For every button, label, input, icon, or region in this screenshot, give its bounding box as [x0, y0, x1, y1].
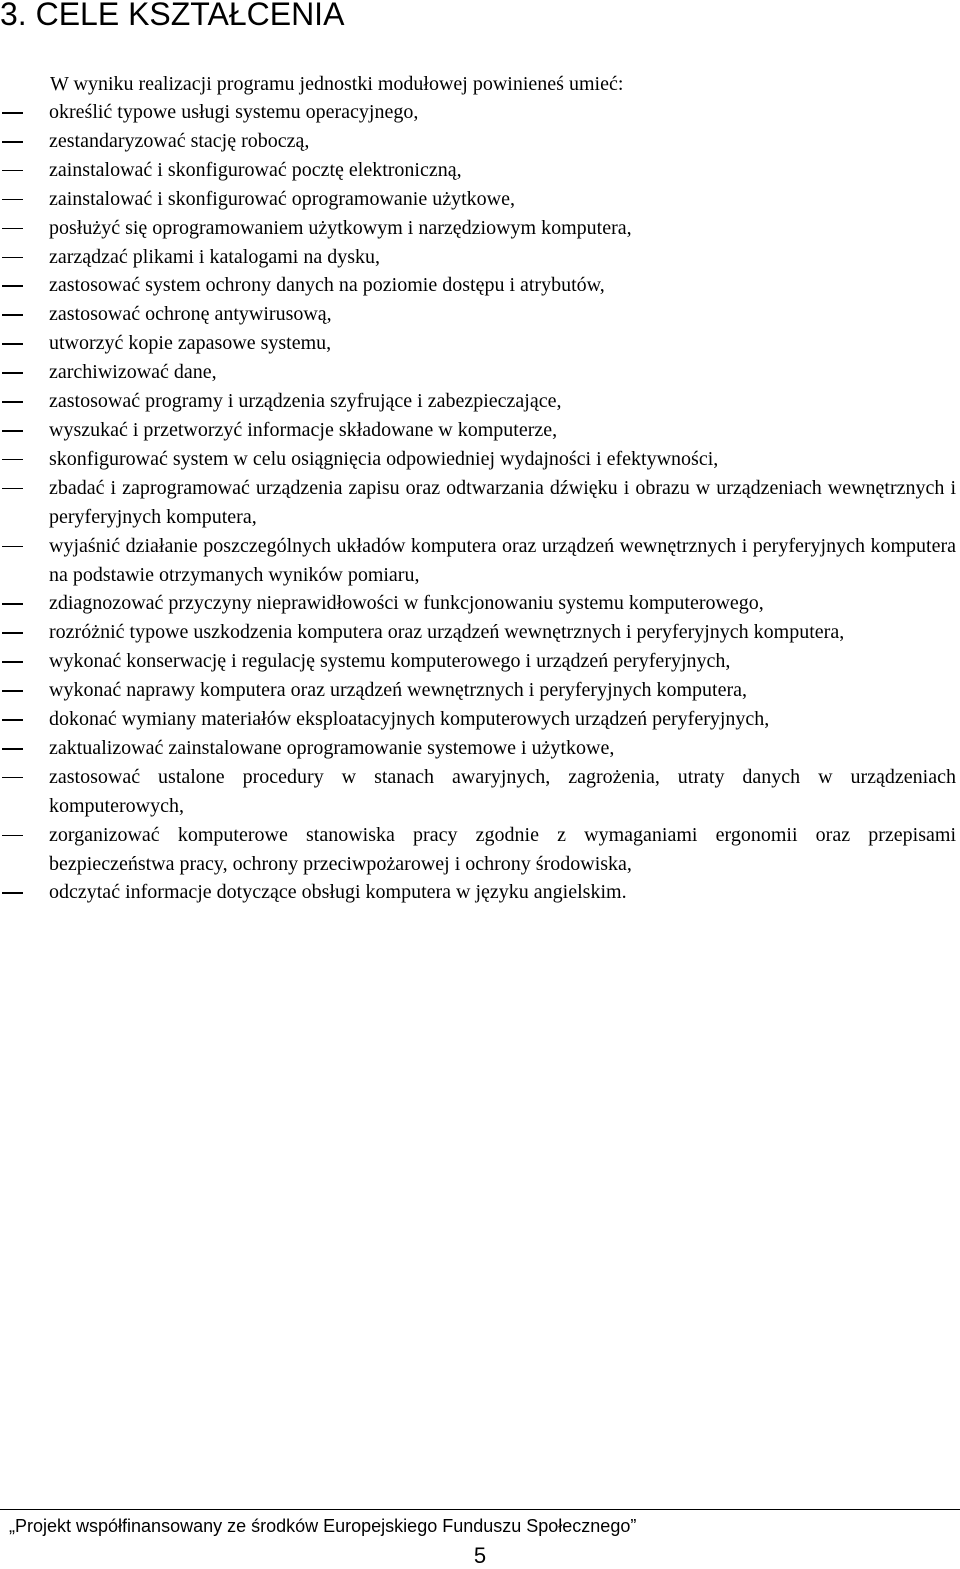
dash-bullet-icon [2, 546, 23, 548]
page-number: 5 [473, 1543, 487, 1568]
dash-bullet-icon [2, 719, 23, 721]
list-item-text: zainstalować i skonfigurować pocztę elektroniczną, [49, 158, 462, 181]
list-item [0, 763, 956, 821]
list-item [0, 98, 956, 127]
list-item [0, 532, 956, 590]
dash-bullet-icon [2, 170, 23, 172]
list-item [0, 358, 956, 387]
dash-bullet-icon [2, 199, 23, 201]
dash-bullet-icon [2, 228, 23, 230]
dash-bullet-icon [2, 372, 23, 374]
dash-bullet-icon [2, 835, 23, 837]
list-item [0, 185, 956, 214]
list-item-text: posłużyć się oprogramowaniem użytkowym i narzędziowym komputera, [49, 216, 632, 239]
dash-bullet-icon [2, 430, 23, 432]
list-item-text: zorganizować komputerowe stanowiska pracy zgodnie z wymaganiami ergonomii oraz przepisami bezpieczeństwa pracy, ochrony przeciwpożarowej i ochrony środowiska, [49, 823, 956, 875]
dash-bullet-icon [2, 748, 23, 750]
list-item-text: zaktualizować zainstalowane oprogramowanie systemowe i użytkowe, [49, 736, 615, 759]
list-item-text: skonfigurować system w celu osiągnięcia odpowiedniej wydajności i efektywności, [49, 447, 719, 470]
list-item-text: wykonać konserwację i regulację systemu komputerowego i urządzeń peryferyjnych, [49, 650, 731, 673]
footer-text: „Projekt współfinansowany ze środków Europejskiego Funduszu Społecznego” [9, 1516, 637, 1536]
list-item [0, 878, 956, 907]
list-item-text: dokonać wymiany materiałów eksploatacyjnych komputerowych urządzeń peryferyjnych, [49, 708, 770, 731]
dash-bullet-icon [2, 459, 23, 461]
list-item-text: wykonać naprawy komputera oraz urządzeń wewnętrznych i peryferyjnych komputera, [49, 679, 748, 702]
objectives-list [0, 98, 956, 907]
list-item [0, 127, 956, 156]
dash-bullet-icon [2, 690, 23, 692]
list-item-text: zastosować programy i urządzenia szyfrujące i zabezpieczające, [49, 390, 562, 413]
dash-bullet-icon [2, 661, 23, 663]
dash-bullet-icon [2, 141, 23, 143]
list-item-text: zastosować system ochrony danych na poziomie dostępu i atrybutów, [49, 274, 605, 297]
list-item [0, 271, 956, 300]
list-item-text: wyjaśnić działanie poszczególnych układów komputera oraz urządzeń wewnętrznych i peryferyjnych komputera na podstawie otrzymanych wyników pomiaru, [49, 534, 956, 586]
dash-bullet-icon [2, 314, 23, 316]
list-item [0, 445, 956, 474]
list-item-text: odczytać informacje dotyczące obsługi komputera w języku angielskim. [49, 881, 627, 904]
dash-bullet-icon [2, 777, 23, 779]
dash-bullet-icon [2, 603, 23, 605]
list-item [0, 329, 956, 358]
dash-bullet-icon [2, 632, 23, 634]
list-item [0, 387, 956, 416]
list-item-text: utworzyć kopie zapasowe systemu, [49, 332, 332, 355]
dash-bullet-icon [2, 285, 23, 287]
list-item [0, 589, 956, 618]
list-item-text: zestandaryzować stację roboczą, [49, 129, 310, 152]
list-item [0, 474, 956, 532]
list-item-text: zastosować ochronę antywirusową, [49, 303, 332, 326]
list-item-text: rozróżnić typowe uszkodzenia komputera oraz urządzeń wewnętrznych i peryferyjnych komputera, [49, 621, 845, 644]
dash-bullet-icon [2, 257, 23, 259]
list-item [0, 821, 956, 879]
list-item-text: wyszukać i przetworzyć informacje składowane w komputerze, [49, 418, 558, 441]
list-item-text: zarządzać plikami i katalogami na dysku, [49, 245, 380, 268]
list-item-text: zdiagnozować przyczyny nieprawidłowości w funkcjonowaniu systemu komputerowego, [49, 592, 764, 615]
dash-bullet-icon [2, 112, 23, 114]
list-item [0, 647, 956, 676]
intro-text: W wyniku realizacji programu jednostki modułowej powinieneś umieć: [50, 73, 624, 95]
footer-divider [0, 1509, 960, 1510]
list-item-text: zainstalować i skonfigurować oprogramowanie użytkowe, [49, 187, 515, 210]
section-title: 3. CELE KSZTAŁCENIA [0, 0, 345, 32]
list-item-text: zbadać i zaprogramować urządzenia zapisu oraz odtwarzania dźwięku i obrazu w urządzeniach wewnętrznych i peryferyjnych komputera, [49, 476, 956, 528]
list-item [0, 705, 956, 734]
list-item [0, 734, 956, 763]
list-item-text: zastosować ustalone procedury w stanach awaryjnych, zagrożenia, utraty danych w urządzeniach komputerowych, [49, 765, 956, 817]
list-item [0, 618, 956, 647]
list-item [0, 156, 956, 185]
list-item-text: zarchiwizować dane, [49, 361, 217, 384]
list-item [0, 243, 956, 272]
dash-bullet-icon [2, 343, 23, 345]
list-item [0, 214, 956, 243]
list-item [0, 300, 956, 329]
dash-bullet-icon [2, 488, 23, 490]
list-item [0, 676, 956, 705]
dash-bullet-icon [2, 401, 23, 403]
list-item [0, 416, 956, 445]
list-item-text: określić typowe usługi systemu operacyjnego, [49, 101, 419, 123]
dash-bullet-icon [2, 892, 23, 894]
